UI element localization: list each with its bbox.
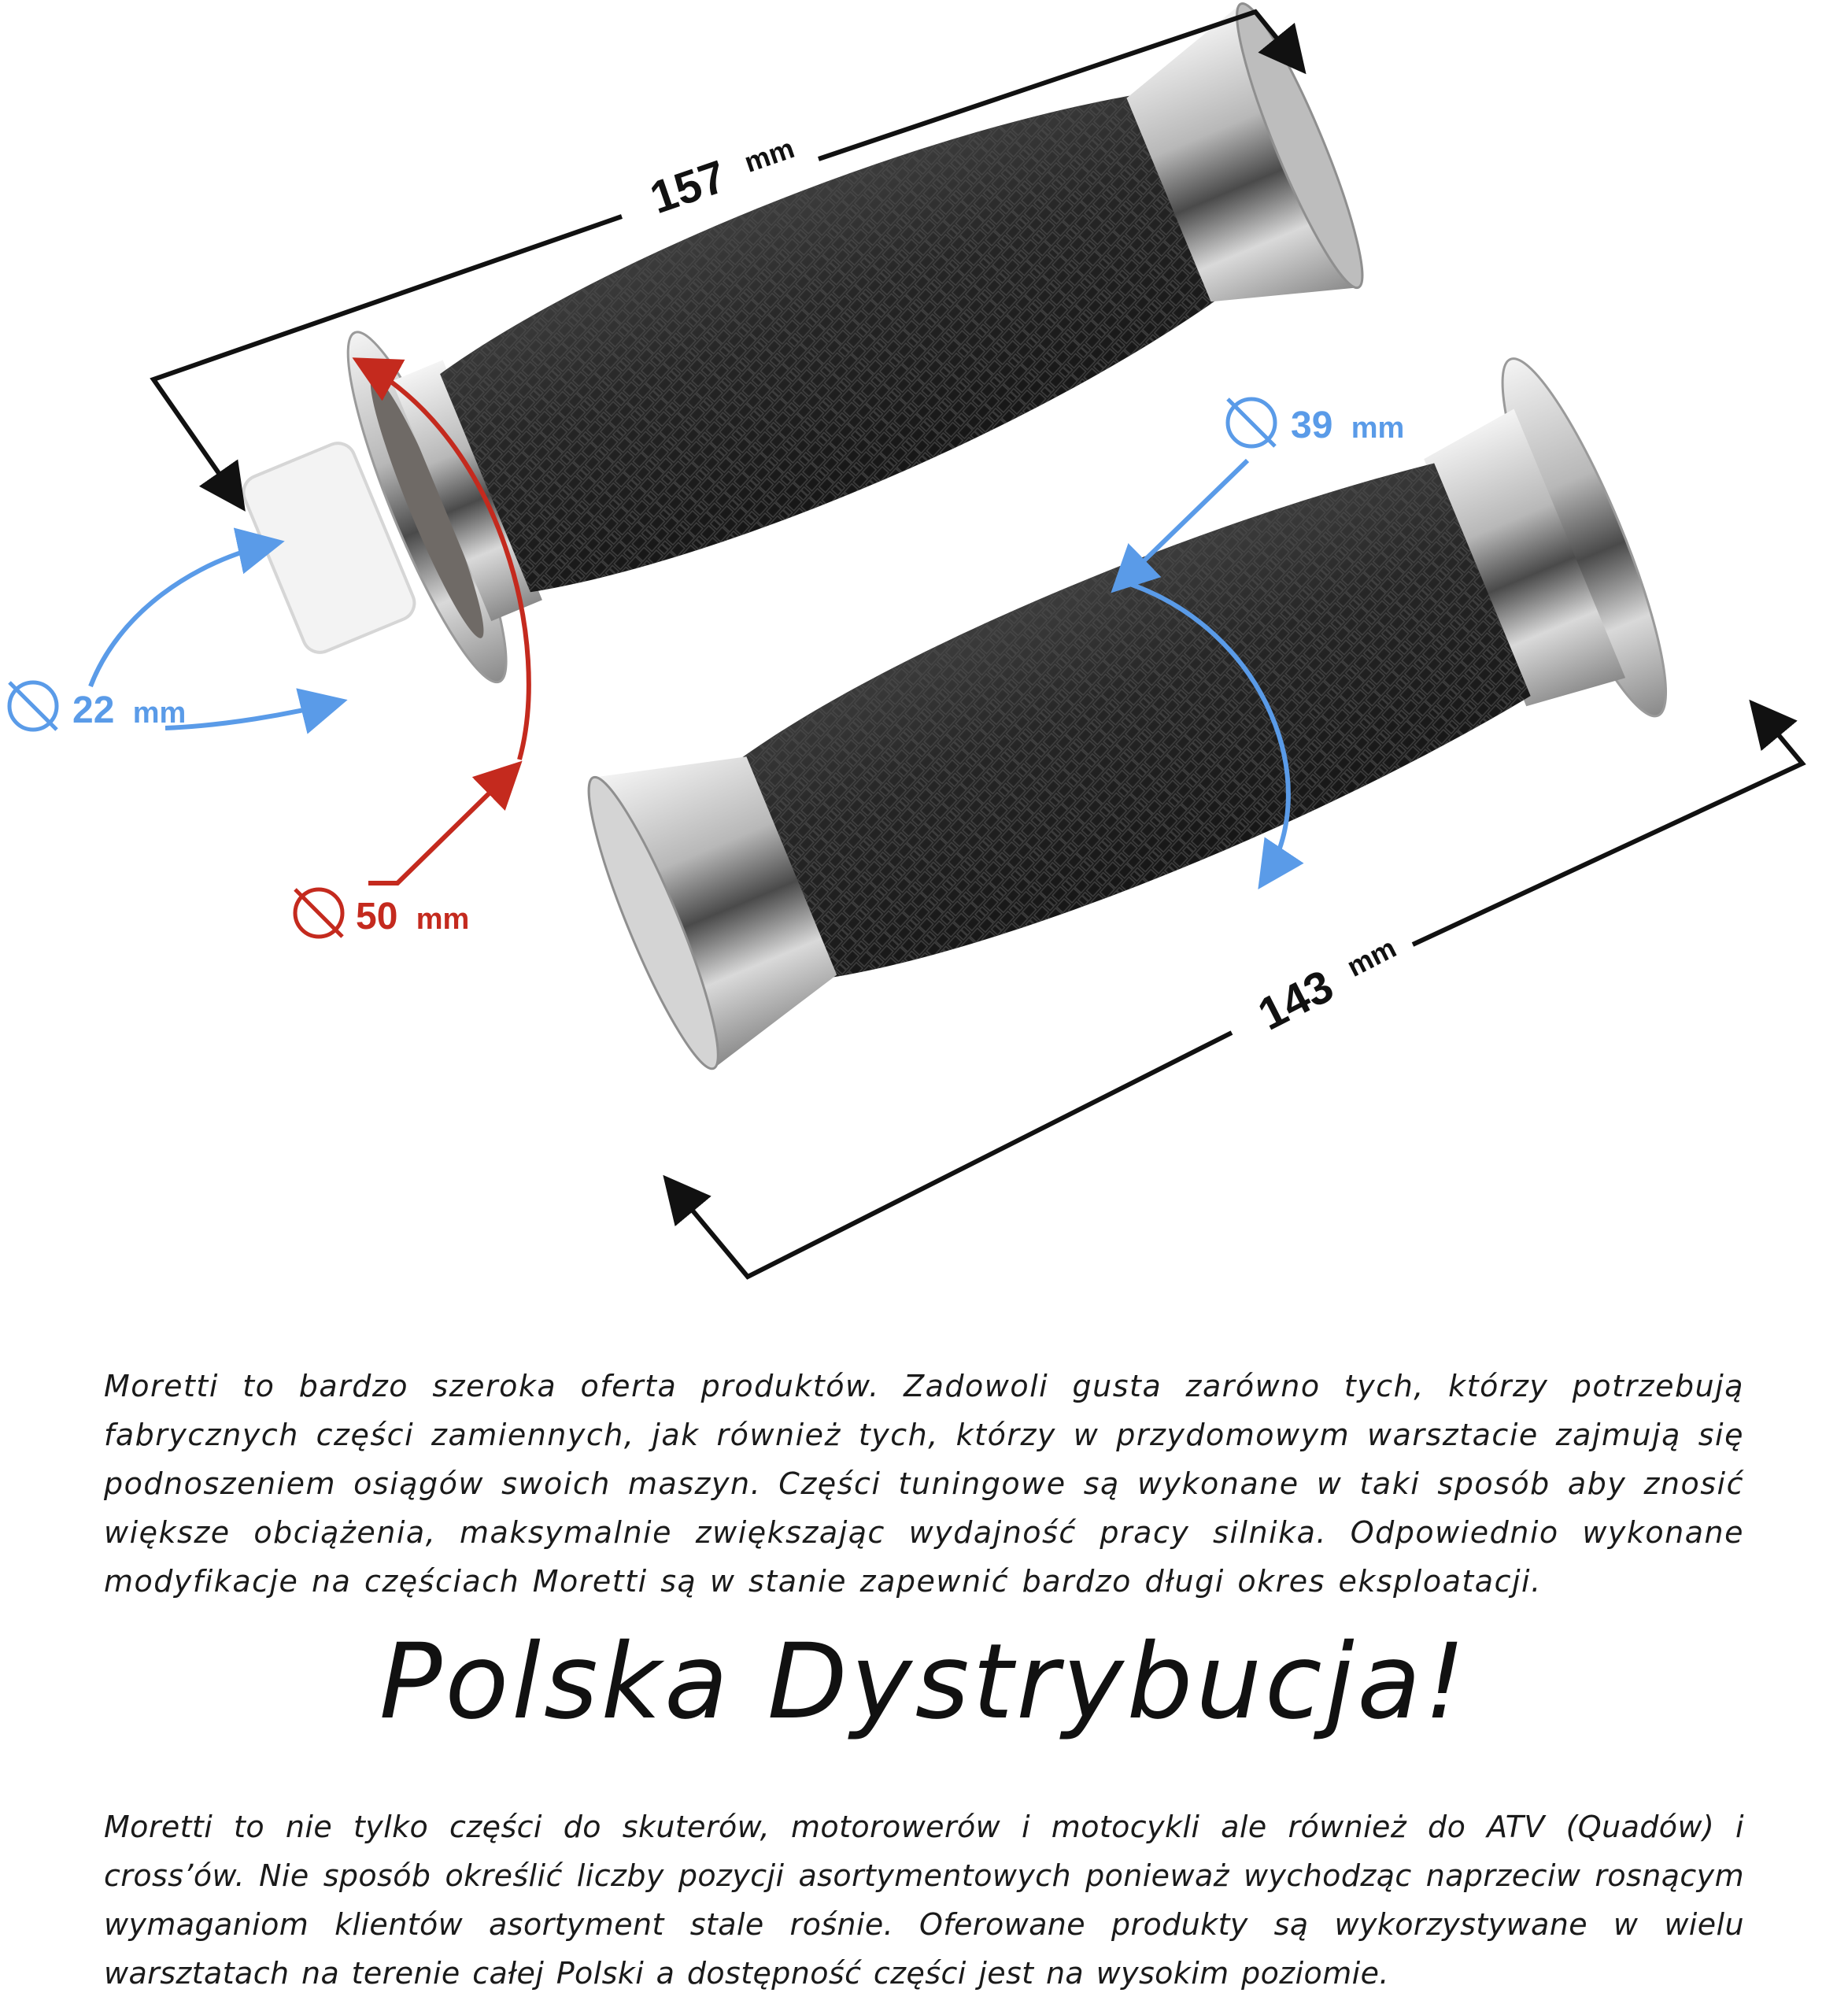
- diameter-39-icon: [1228, 399, 1275, 446]
- dimension-157-value: 157: [644, 150, 733, 224]
- dimension-22-unit: mm: [132, 697, 187, 730]
- svg-text:39 mm: [1291, 405, 1404, 446]
- dimension-39-unit: mm: [1351, 412, 1405, 445]
- dimension-50-leader: [368, 767, 516, 883]
- dimension-157-unit: mm: [740, 131, 799, 179]
- dimension-22-arrow-upper: [91, 543, 275, 686]
- svg-text:50 mm: [356, 896, 469, 937]
- dimension-line-143-left: [669, 1033, 1232, 1277]
- diameter-22-icon: [9, 682, 57, 730]
- dimension-39-value: 39: [1291, 405, 1333, 446]
- dimension-143-unit: mm: [1341, 931, 1402, 983]
- dimension-22-value: 22: [72, 690, 115, 731]
- dimension-50-value: 50: [356, 896, 398, 937]
- dimension-50-unit: mm: [416, 903, 470, 936]
- dimension-143-value: 143: [1250, 959, 1342, 1041]
- svg-text:143 mm: [1250, 926, 1407, 1041]
- dimension-22-arrow-lower: [165, 702, 338, 728]
- description-paragraph-1: Moretti to bardzo szeroka oferta produktów. Zadowoli gusta zarówno tych, którzy potrzebują fabrycznych części zamiennych, jak również tych, którzy w przydomowym warsztacie zajmują się podnoszeniem osiągów swoich maszyn. Części tuningowe są wykonane w taki sposób aby znosić większe obciążenia, maksymalnie zwiększając wydajność pracy silnika. Odpowiednio wykonane modyfikacje na częściach Moretti są w stanie zapewnić bardzo długi okres eksploatacji.: [104, 1369, 1744, 1599]
- svg-text:22 mm: [72, 690, 186, 731]
- distribution-heading: Polska Dystrybucja!: [379, 1621, 1469, 1743]
- dimension-line-143-right: [1413, 707, 1802, 945]
- description-paragraph-2: Moretti to nie tylko części do skuterów, motorowerów i motocykli ale również do ATV (Quadów) i cross’ów. Nie sposób określić liczby pozycji asortymentowych ponieważ wychodząc naprzeciw rosnącym wymaganiom klientów asortyment stale rośnie. Oferowane produkty są wykorzystywane w wielu warsztatach na terenie całej Polski a dostępność części jest na wysokim poziomie.: [104, 1810, 1744, 1991]
- diameter-50-icon: [295, 889, 342, 937]
